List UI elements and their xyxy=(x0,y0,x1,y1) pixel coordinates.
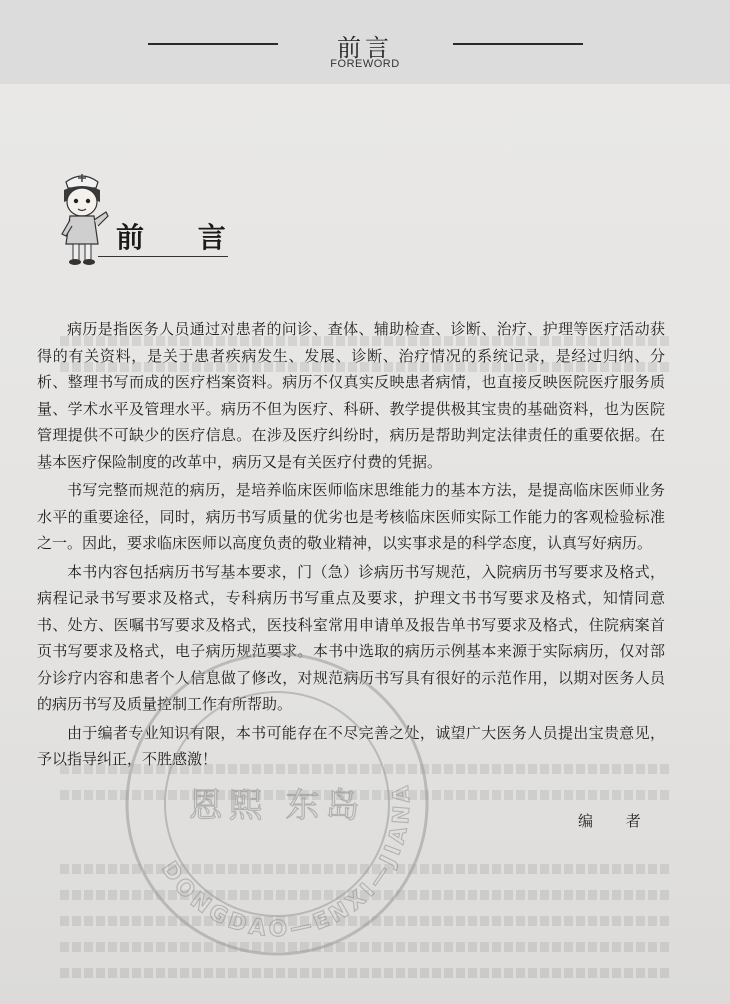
paragraph: 书写完整而规范的病历，是培养临床医师临床思维能力的基本方法，是提高临床医师业务水平的重要途径，同时，病历书写质量的优劣也是考核临床医师实际工作能力的客观检验标准之一。因此，要求临床医师以高度负责的敬业精神，以实事求是的科学态度，认真写好病历。 xyxy=(37,481,665,552)
banner-title: 前言 xyxy=(337,34,393,62)
author-signature: 编 者 xyxy=(578,812,655,830)
paragraph: 由于编者专业知识有限，本书可能存在不尽完善之处，诚望广大医务人员提出宝贵意见，予以指导纠正，不胜感激！ xyxy=(37,723,665,768)
paragraph: 病历是指医务人员通过对患者的问诊、查体、辅助检查、诊断、治疗、护理等医疗活动获得的有关资料，是关于患者疾病发生、发展、诊断、治疗情况的系统记录，是经过归纳、分析、整理书写而成的医疗档案资料。病历不仅真实反映患者病情，也直接反映医院医疗服务质量、学术水平及管理水平。病历不但为医疗、科研、教学提供极其宝贵的基础资料，也为医院管理提供不可缺少的医疗信息。在涉及医疗纠纷时，病历是帮助判定法律责任的重要依据。在基本医疗保险制度的改革中，病历又是有关医疗付费的凭据。 xyxy=(37,320,665,471)
page-heading: 前 言 xyxy=(116,221,248,254)
header-banner xyxy=(0,0,730,84)
banner-rule-right xyxy=(453,43,583,45)
heading-underline xyxy=(98,256,228,257)
banner-subtitle: FOREWORD xyxy=(330,58,400,70)
paragraph: 本书内容包括病历书写基本要求，门（急）诊病历书写规范，入院病历书写要求及格式，病程记录书写要求及格式，专科病历书写重点及要求，护理文书书写要求及格式，知情同意书、处方、医嘱书写要求及格式，医技科室常用申请单及报告单书写要求及格式，住院病案首页书写要求及格式，电子病历规范要求。本书中选取的病历示例基本来源于实际病历，仅对部分诊疗内容和患者个人信息做了修改，对规范病历书写具有很好的示范作用，以期对医务人员的病历书写及质量控制工作有所帮助。 xyxy=(37,562,665,713)
watermark-stamp xyxy=(112,639,442,969)
watermark-ring-text: DONGDAO—ENXI—JIANA xyxy=(155,780,416,943)
watermark-center-text: 恩熙 东岛 xyxy=(188,786,366,826)
nurse-illustration-icon xyxy=(54,168,110,268)
bleed-through-line xyxy=(60,968,670,978)
book-page xyxy=(0,84,730,1004)
